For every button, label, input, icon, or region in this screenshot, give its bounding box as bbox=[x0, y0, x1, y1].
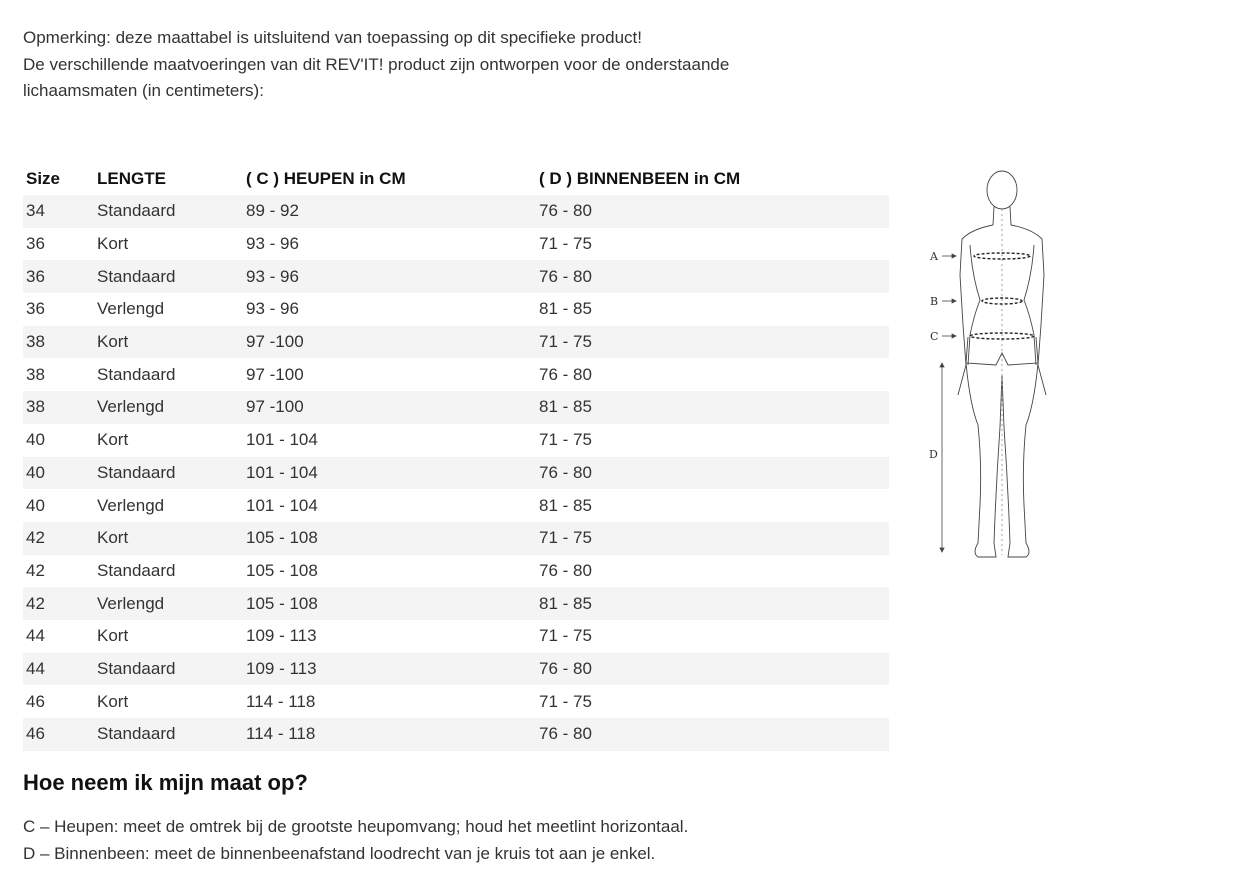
cell-inseam: 81 - 85 bbox=[536, 391, 889, 424]
table-row bbox=[23, 260, 889, 293]
cell-size: 44 bbox=[26, 626, 45, 646]
table-row bbox=[23, 195, 889, 228]
cell-size: 34 bbox=[23, 195, 94, 228]
cell-inseam: 71 - 75 bbox=[536, 326, 889, 359]
cell-inseam: 71 - 75 bbox=[539, 430, 592, 450]
cell-size: 46 bbox=[26, 691, 45, 711]
cell-inseam: 71 - 75 bbox=[536, 522, 889, 555]
cell-hips: 101 - 104 bbox=[246, 430, 318, 450]
table-row bbox=[23, 391, 889, 424]
cell-length: Standaard bbox=[94, 260, 243, 293]
label-d: D bbox=[929, 448, 938, 461]
cell-hips: 105 - 108 bbox=[243, 522, 536, 555]
header-inseam: ( D ) BINNENBEEN in CM bbox=[539, 169, 741, 188]
header-length: LENGTE bbox=[97, 169, 166, 188]
cell-length: Standaard bbox=[97, 560, 176, 580]
cell-hips: 109 - 113 bbox=[246, 626, 317, 646]
intro-line-1: Opmerking: deze maattabel is uitsluitend van toepassing op dit specifieke product! bbox=[23, 28, 642, 47]
cell-hips: 97 -100 bbox=[243, 391, 536, 424]
table-row bbox=[23, 653, 889, 686]
label-c: C bbox=[930, 330, 939, 343]
table-row bbox=[23, 326, 889, 359]
cell-hips: 93 - 96 bbox=[246, 299, 299, 319]
cell-length: Verlengd bbox=[97, 495, 165, 515]
table-row bbox=[23, 457, 889, 490]
cell-hips: 97 -100 bbox=[246, 364, 304, 384]
cell-hips: 93 - 96 bbox=[246, 234, 299, 254]
header-hips: ( C ) HEUPEN in CM bbox=[246, 169, 406, 188]
cell-inseam: 81 - 85 bbox=[539, 495, 592, 515]
cell-hips: 89 - 92 bbox=[243, 195, 536, 228]
howto-title: Hoe neem ik mijn maat op? bbox=[23, 770, 308, 795]
cell-size: 36 bbox=[26, 234, 45, 254]
label-b: B bbox=[930, 295, 939, 308]
table-row bbox=[23, 293, 889, 326]
cell-inseam: 76 - 80 bbox=[536, 653, 889, 686]
cell-length: Standaard bbox=[94, 195, 243, 228]
cell-hips: 101 - 104 bbox=[243, 457, 536, 490]
table-header-row bbox=[23, 163, 889, 195]
cell-size: 44 bbox=[23, 653, 94, 686]
cell-length: Standaard bbox=[94, 457, 243, 490]
cell-size: 46 bbox=[23, 718, 94, 751]
table-row bbox=[23, 587, 889, 620]
cell-size: 40 bbox=[23, 457, 94, 490]
header-size: Size bbox=[26, 169, 61, 188]
cell-inseam: 76 - 80 bbox=[539, 560, 592, 580]
table-row bbox=[23, 228, 889, 261]
cell-length: Standaard bbox=[97, 364, 176, 384]
table-row bbox=[23, 358, 889, 391]
cell-length: Kort bbox=[97, 430, 129, 450]
cell-length: Verlengd bbox=[97, 299, 165, 319]
table-row bbox=[23, 685, 889, 718]
cell-inseam: 71 - 75 bbox=[539, 234, 592, 254]
cell-size: 36 bbox=[23, 260, 94, 293]
table-row bbox=[23, 620, 889, 653]
cell-inseam: 76 - 80 bbox=[536, 718, 889, 751]
size-table bbox=[23, 163, 889, 751]
cell-inseam: 76 - 80 bbox=[536, 195, 889, 228]
note-inseam: D – Binnenbeen: meet de binnenbeenafstand loodrecht van je kruis tot aan je enkel. bbox=[23, 844, 656, 863]
cell-length: Kort bbox=[97, 691, 129, 711]
label-a: A bbox=[930, 250, 938, 263]
cell-inseam: 81 - 85 bbox=[536, 587, 889, 620]
body-measurement-figure bbox=[922, 165, 1052, 570]
cell-hips: 114 - 118 bbox=[246, 691, 316, 711]
note-hips: C – Heupen: meet de omtrek bij de grootste heupomvang; houd het meetlint horizontaal. bbox=[23, 817, 689, 836]
figure-head bbox=[987, 171, 1017, 209]
table-row bbox=[23, 718, 889, 751]
intro-line-2: De verschillende maatvoeringen van dit REV'IT! product zijn ontworpen voor de onderstaande bbox=[23, 54, 730, 74]
cell-size: 42 bbox=[23, 522, 94, 555]
measure-notes bbox=[23, 813, 688, 867]
intro-line-3: lichaamsmaten (in centimeters): bbox=[23, 81, 264, 100]
cell-size: 38 bbox=[23, 391, 94, 424]
cell-length: Kort bbox=[94, 326, 243, 359]
cell-size: 38 bbox=[23, 326, 94, 359]
cell-hips: 93 - 96 bbox=[243, 260, 536, 293]
cell-length: Verlengd bbox=[94, 391, 243, 424]
cell-length: Verlengd bbox=[94, 587, 243, 620]
cell-length: Kort bbox=[94, 522, 243, 555]
intro-text bbox=[23, 25, 823, 105]
cell-hips: 101 - 104 bbox=[246, 495, 318, 515]
cell-inseam: 76 - 80 bbox=[536, 260, 889, 293]
table-row bbox=[23, 522, 889, 555]
cell-hips: 105 - 108 bbox=[243, 587, 536, 620]
cell-size: 42 bbox=[23, 587, 94, 620]
cell-hips: 109 - 113 bbox=[243, 653, 536, 686]
cell-length: Kort bbox=[97, 626, 129, 646]
cell-inseam: 76 - 80 bbox=[536, 457, 889, 490]
cell-size: 38 bbox=[26, 364, 45, 384]
table-row bbox=[23, 489, 889, 522]
cell-size: 40 bbox=[26, 495, 45, 515]
table-row bbox=[23, 424, 889, 457]
cell-size: 36 bbox=[26, 299, 45, 319]
table-body bbox=[23, 195, 889, 751]
cell-inseam: 81 - 85 bbox=[539, 299, 592, 319]
cell-length: Kort bbox=[97, 234, 129, 254]
cell-size: 42 bbox=[26, 560, 45, 580]
cell-hips: 97 -100 bbox=[243, 326, 536, 359]
cell-hips: 114 - 118 bbox=[243, 718, 536, 751]
cell-size: 40 bbox=[26, 430, 45, 450]
table-row bbox=[23, 555, 889, 588]
cell-inseam: 71 - 75 bbox=[539, 691, 592, 711]
cell-inseam: 76 - 80 bbox=[539, 364, 592, 384]
cell-inseam: 71 - 75 bbox=[539, 626, 592, 646]
cell-length: Standaard bbox=[94, 718, 243, 751]
cell-hips: 105 - 108 bbox=[246, 560, 318, 580]
cell-length: Standaard bbox=[94, 653, 243, 686]
